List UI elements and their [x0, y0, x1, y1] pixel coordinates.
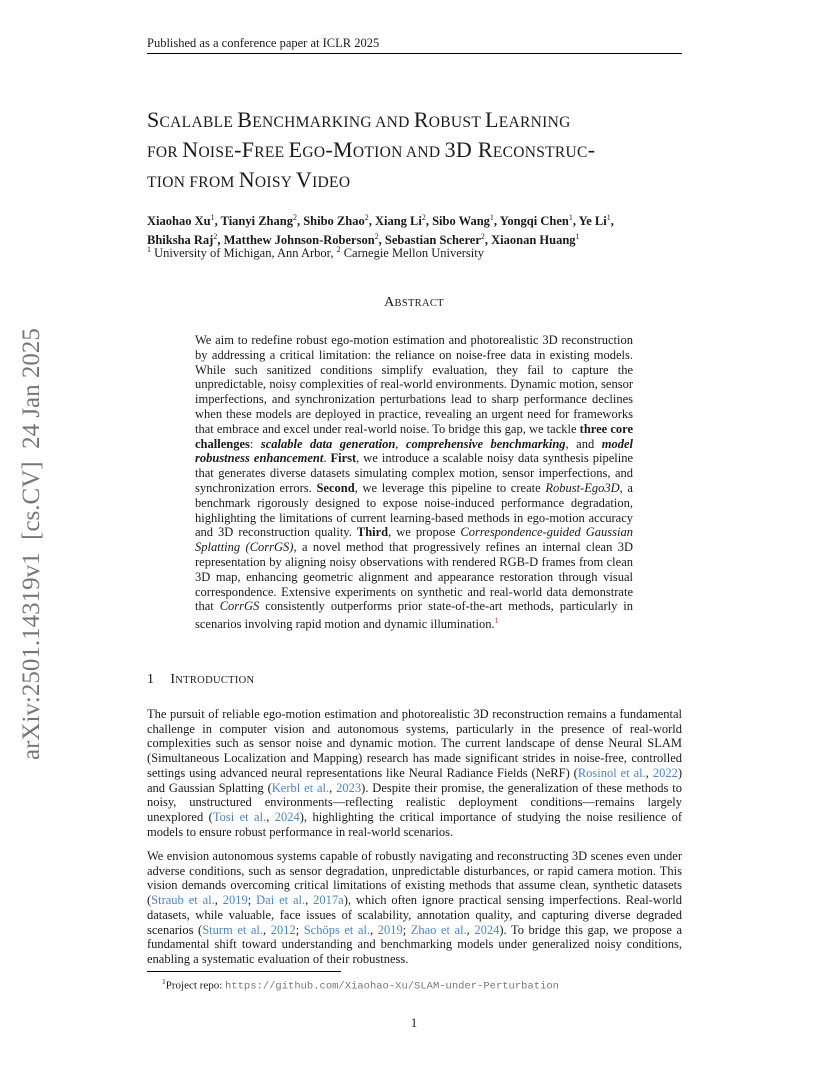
abstract-body: We aim to redefine robust ego-motion estimation and photorealistic 3D reconstruction by addressing a critical limitation: the reliance on noise-free data in existing models. While such sanitized conditions simplify evaluation, they fail to capture the unpredictable, noisy complexities of real-world environments. Dynamic motion, sensor imperfections, and synchronization perturbations lead to sharp performance declines when these models are deployed in practice, revealing an urgent need for frameworks that embrace and excel under real-world noise. To bridge this gap, we tackle three core challenges: scalable data generation, comprehensive benchmarking, and model robustness enhancement. First, we introduce a scalable noisy data synthesis pipeline that generates diverse datasets simulating complex motion, sensor imperfections, and synchronization errors. Second, we leverage this pipeline to create Robust-Ego3D, a benchmark rigorously designed to expose noise-induced performance degradation, highlighting the limitations of current learning-based methods in ego-motion accuracy and 3D reconstruction quality. Third, we propose Correspondence-guided Gaussian Splatting (CorrGS), a novel method that progressively refines an internal clean 3D representation by aligning noisy observations with rendered RGB-D frames from clean 3D map, enhancing geometric alignment and appearance restoration through visual correspondence. Extensive experiments on synthetic and real-world data demonstrate that CorrGS consistently outperforms prior state-of-the-art methods, particularly in scenarios involving rapid motion and dynamic illumination.$^1$	[195, 333, 633, 632]
title-line-3: TION FROM NOISY VIDEO	[147, 167, 351, 192]
affiliations: $^1$ University of Michigan, Ann Arbor, $^2$ Carnegie Mellon University	[147, 245, 484, 261]
running-header: Published as a conference paper at ICLR 2025	[147, 36, 380, 50]
footnote-label: Project repo:	[165, 979, 226, 992]
project-repo-link[interactable]: https://github.com/Xiaohao-Xu/SLAM-under-Perturbation	[225, 980, 559, 993]
footnote-marker: 1	[162, 977, 166, 986]
page-number: 1	[410, 1016, 418, 1030]
author-line-1: Xiaohao Xu$^1$, Tianyi Zhang$^2$, Shibo Zhao$^2$, Xiang Li$^2$, Sibo Wang$^1$, Yongqi Chen$^1$, Ye Li$^1$,	[147, 213, 614, 229]
title-line-1: SCALABLE BENCHMARKING AND ROBUST LEARNING	[147, 107, 571, 132]
abstract-heading: ABSTRACT	[384, 295, 444, 310]
arxiv-sidebar	[18, 290, 48, 760]
section-heading-introduction: 1 INTRODUCTION	[147, 672, 255, 687]
section-number: 1	[147, 672, 155, 687]
intro-paragraph-2: We envision autonomous systems capable of robustly navigating and reconstructing 3D scenes even under adverse conditions, such as sensor degradation, unpredictable disturbances, or rapid camera motion. This vision demands overcoming critical limitations of existing methods that assume clean, synthetic datasets (Straub et al., 2019; Dai et al., 2017a), which often ignore practical sensing imperfections. Real-world datasets, while valuable, face issues of scalability, annotation quality, and capturing diverse degraded scenarios (Sturm et al., 2012; Schöps et al., 2019; Zhao et al., 2024). To bridge this gap, we propose a fundamental shift toward understanding and benchmarking models under generalized noisy conditions, enabling a systematic evaluation of their robustness.	[147, 849, 683, 966]
footnote	[162, 977, 559, 993]
footnote-rule	[147, 971, 341, 972]
author-line-2: Bhiksha Raj$^2$, Matthew Johnson-Roberson$^2$, Sebastian Scherer$^2$, Xiaonan Huang$^1$	[147, 232, 580, 248]
arxiv-identifier[interactable]: arXiv:2501.14319v1 [cs.CV] 24 Jan 2025	[18, 328, 45, 760]
intro-paragraph-1: The pursuit of reliable ego-motion estimation and photorealistic 3D reconstruction remains a fundamental challenge in computer vision and autonomous systems, particularly in the presence of real-world complexities such as sensor noise and dynamic motion. The current landscape of dense Neural SLAM (Simultaneous Localization and Mapping) research has made significant strides in noise-free, controlled settings using advanced neural representations like Neural Radiance Fields (NeRF) (Rosinol et al., 2022) and Gaussian Splatting (Kerbl et al., 2023). Despite their promise, the generalization of these methods to noisy, unstructured environments—reflecting realistic deployment conditions—remains largely unexplored (Tosi et al., 2024), highlighting the critical importance of studying the noise resilience of models to ensure robust performance in real-world scenarios.	[147, 707, 683, 839]
title-line-2: FOR NOISE-FREE EGO-MOTION AND 3D RECONSTRUC-	[147, 137, 596, 162]
header-rule	[147, 53, 682, 54]
paper-title	[147, 106, 707, 196]
